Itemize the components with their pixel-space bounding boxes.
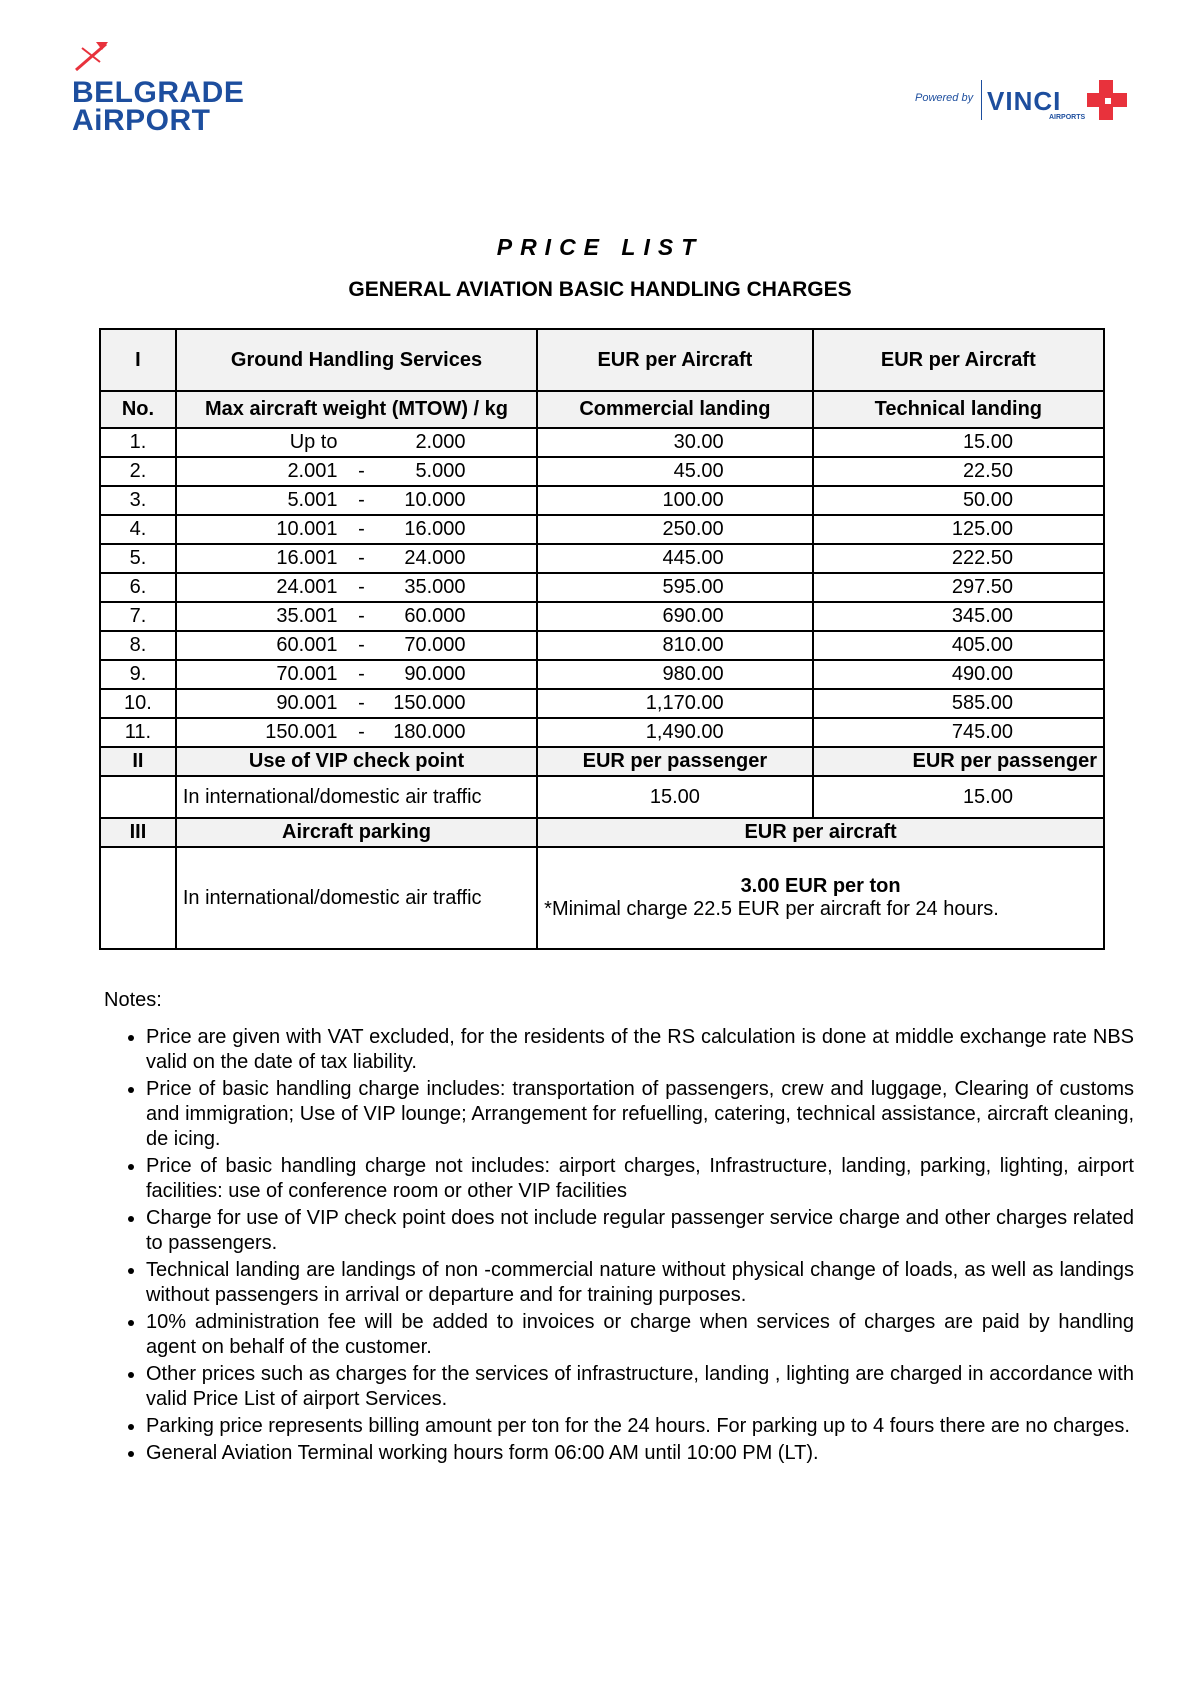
weight-range <box>176 660 537 689</box>
technical-price: 405.00 <box>813 631 1104 660</box>
page-subtitle: GENERAL AVIATION BASIC HANDLING CHARGES <box>348 278 852 301</box>
commercial-price: 980.00 <box>537 660 812 689</box>
note-item: • Price are given with VAT excluded, for the residents of the RS calculation is done at middle exchange rate NBS valid on the date of tax liability. <box>146 1025 1134 1075</box>
row-number: 1. <box>100 428 176 457</box>
row-number: 8. <box>100 631 176 660</box>
header-cell: EUR per aircraft <box>537 818 1104 847</box>
commercial-price: 690.00 <box>537 602 812 631</box>
header-cell: No. <box>100 391 176 428</box>
technical-price: 50.00 <box>813 486 1104 515</box>
logo-text-belgrade: BELGRADE <box>72 76 245 109</box>
header-cell: Max aircraft weight (MTOW) / kg <box>176 391 537 428</box>
weight-range <box>176 718 537 747</box>
parking-note: *Minimal charge 22.5 EUR per aircraft for 24 hours. <box>544 898 999 920</box>
weight-to: 35.000 <box>404 576 466 598</box>
weight-to: 16.000 <box>404 518 466 540</box>
powered-by-text: Powered by <box>915 92 974 104</box>
weight-dash: - <box>358 692 365 714</box>
table-row <box>100 602 1104 631</box>
vip-header-row <box>100 747 1104 776</box>
weight-dash: - <box>358 547 365 569</box>
weight-to: 24.000 <box>404 547 466 569</box>
weight-range <box>176 457 537 486</box>
weight-to: 150.000 <box>393 692 466 714</box>
belgrade-airport-logo <box>72 40 252 136</box>
row-number: 7. <box>100 602 176 631</box>
parking-price: 3.00 EUR per ton <box>740 875 901 897</box>
weight-to: 10.000 <box>404 489 466 511</box>
weight-dash: - <box>358 518 365 540</box>
commercial-price: 595.00 <box>537 573 812 602</box>
weight-from: 10.001 <box>276 518 338 540</box>
parking-value-row <box>100 847 1104 949</box>
row-number: 6. <box>100 573 176 602</box>
plane-icon <box>72 40 112 76</box>
technical-price: 345.00 <box>813 602 1104 631</box>
vinci-text: VINCI <box>987 86 1062 116</box>
weight-from: 2.001 <box>287 460 338 482</box>
notes-section <box>104 988 1134 1468</box>
header-cell: Use of VIP check point <box>176 747 537 776</box>
header-cell: Aircraft parking <box>176 818 537 847</box>
table-row <box>100 689 1104 718</box>
weight-to: 5.000 <box>415 460 466 482</box>
weight-range <box>176 428 537 457</box>
notes-list <box>104 1025 1134 1466</box>
weight-dash: - <box>358 460 365 482</box>
row-number: 9. <box>100 660 176 689</box>
weight-range <box>176 631 537 660</box>
technical-price: 585.00 <box>813 689 1104 718</box>
table-row <box>100 660 1104 689</box>
weight-from: 16.001 <box>276 547 338 569</box>
row-number: 10. <box>100 689 176 718</box>
header-cell: Ground Handling Services <box>176 329 537 391</box>
weight-from: 35.001 <box>276 605 338 627</box>
weight-from: 60.001 <box>276 634 338 656</box>
note-item: • Price of basic handling charge includes: transportation of passengers, crew and luggage, Clearing of customs and immigration; Use of VIP lounge; Arrangement for refuelling, catering, technical assistance, aircraft cleaning, de icing. <box>146 1077 1134 1152</box>
row-number: 4. <box>100 515 176 544</box>
technical-price: 15.00 <box>813 428 1104 457</box>
commercial-price: 30.00 <box>537 428 812 457</box>
vip-value-row <box>100 776 1104 818</box>
table-row <box>100 544 1104 573</box>
parking-label: In international/domestic air traffic <box>176 847 537 949</box>
header-cell: EUR per Aircraft <box>813 329 1104 391</box>
weight-range <box>176 544 537 573</box>
weight-from: Up to <box>289 431 338 453</box>
weight-range <box>176 689 537 718</box>
table-row <box>100 486 1104 515</box>
weight-dash: - <box>358 605 365 627</box>
vip-commercial-value: 15.00 <box>537 776 812 818</box>
commercial-price: 100.00 <box>537 486 812 515</box>
row-number: 11. <box>100 718 176 747</box>
table-row <box>100 428 1104 457</box>
table-header-row-2 <box>100 391 1104 428</box>
weight-range <box>176 515 537 544</box>
technical-price: 22.50 <box>813 457 1104 486</box>
weight-to: 90.000 <box>404 663 466 685</box>
vip-technical-value: 15.00 <box>813 776 1104 818</box>
weight-dash: - <box>358 634 365 656</box>
weight-to: 2.000 <box>415 431 466 453</box>
note-item: • Price of basic handling charge not includes: airport charges, Infrastructure, landing, parking, lighting, airport facilities: use of conference room or other VIP facilities <box>146 1154 1134 1204</box>
logo-text-airport: AiRPORT <box>72 104 211 137</box>
weight-dash: - <box>358 663 365 685</box>
row-number: 3. <box>100 486 176 515</box>
note-item: • Charge for use of VIP check point does not include regular passenger service charge and other charges related to passengers. <box>146 1206 1134 1256</box>
header-cell: EUR per passenger <box>813 747 1104 776</box>
weight-dash: - <box>358 489 365 511</box>
weight-from: 90.001 <box>276 692 338 714</box>
vinci-airports-logo <box>915 78 1130 126</box>
technical-price: 125.00 <box>813 515 1104 544</box>
empty-cell <box>100 847 176 949</box>
weight-dash <box>352 431 372 454</box>
technical-price: 297.50 <box>813 573 1104 602</box>
weight-to: 70.000 <box>404 634 466 656</box>
weight-from: 70.001 <box>276 663 338 685</box>
header-cell: EUR per Aircraft <box>537 329 812 391</box>
table-row <box>100 457 1104 486</box>
header-cell: II <box>100 747 176 776</box>
header-cell: Technical landing <box>813 391 1104 428</box>
note-item: • Other prices such as charges for the services of infrastructure, landing , lighting are charged in accordance with valid Price List of airport Services. <box>146 1362 1134 1412</box>
header-cell: I <box>100 329 176 391</box>
weight-from: 24.001 <box>276 576 338 598</box>
row-number: 5. <box>100 544 176 573</box>
header-cell: EUR per passenger <box>537 747 812 776</box>
commercial-price: 1,490.00 <box>537 718 812 747</box>
weight-range <box>176 573 537 602</box>
commercial-price: 445.00 <box>537 544 812 573</box>
weight-to: 180.000 <box>393 721 466 743</box>
note-item: • General Aviation Terminal working hours form 06:00 AM until 10:00 PM (LT). <box>146 1441 1134 1466</box>
weight-dash: - <box>358 721 365 743</box>
note-item: • Technical landing are landings of non -commercial nature without physical change of loads, as well as landings without passengers in arrival or departure and for training purposes. <box>146 1258 1134 1308</box>
empty-cell <box>100 776 176 818</box>
technical-price: 490.00 <box>813 660 1104 689</box>
note-item: • Parking price represents billing amount per ton for the 24 hours. For parking up to 4 fours there are no charges. <box>146 1414 1134 1439</box>
weight-dash: - <box>358 576 365 598</box>
table-header-row-1 <box>100 329 1104 391</box>
commercial-price: 45.00 <box>537 457 812 486</box>
vinci-cross-icon <box>1085 78 1129 122</box>
weight-range <box>176 602 537 631</box>
header-cell: III <box>100 818 176 847</box>
header-cell: Commercial landing <box>537 391 812 428</box>
parking-price-cell <box>537 847 1104 949</box>
logo-separator <box>981 80 982 120</box>
commercial-price: 250.00 <box>537 515 812 544</box>
parking-header-row <box>100 818 1104 847</box>
price-table <box>99 328 1105 950</box>
table-row <box>100 573 1104 602</box>
weight-to: 60.000 <box>404 605 466 627</box>
vip-label: In international/domestic air traffic <box>176 776 537 818</box>
note-item: • 10% administration fee will be added to invoices or charge when services of charges are paid by handling agent on behalf of the customer. <box>146 1310 1134 1360</box>
weight-from: 5.001 <box>287 489 338 511</box>
row-number: 2. <box>100 457 176 486</box>
table-row <box>100 631 1104 660</box>
notes-heading: Notes: <box>104 989 162 1011</box>
vinci-airports-text: AIRPORTS <box>1049 114 1086 121</box>
commercial-price: 1,170.00 <box>537 689 812 718</box>
page-title: PRICE LIST <box>496 234 704 260</box>
table-row <box>100 718 1104 747</box>
weight-range <box>176 486 537 515</box>
technical-price: 745.00 <box>813 718 1104 747</box>
weight-from: 150.001 <box>265 721 338 743</box>
commercial-price: 810.00 <box>537 631 812 660</box>
technical-price: 222.50 <box>813 544 1104 573</box>
table-row <box>100 515 1104 544</box>
